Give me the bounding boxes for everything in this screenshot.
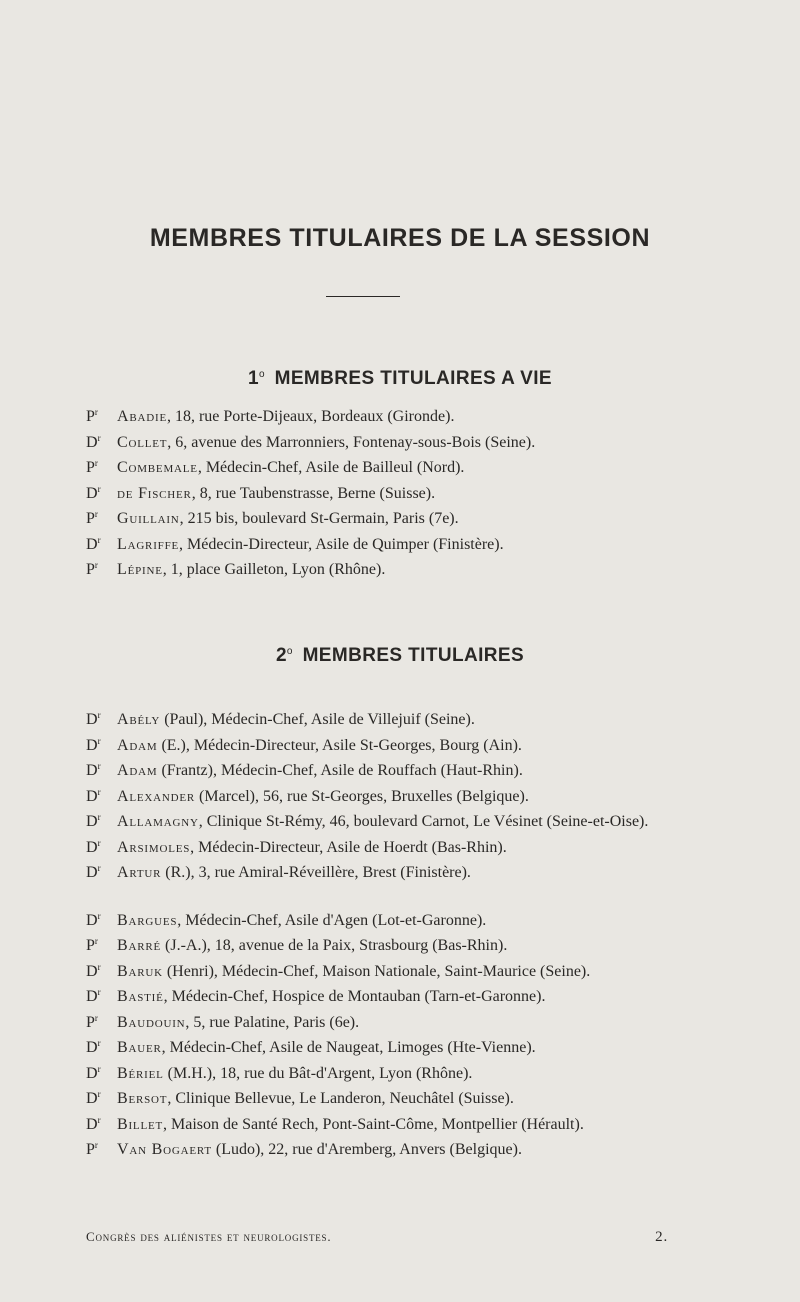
- member-title: $D^r$: [86, 1038, 101, 1056]
- member-name: Bargues: [117, 911, 178, 929]
- member-name: Bersot: [117, 1090, 168, 1107]
- section-2-heading: MEMBRES TITULAIRES: [302, 645, 525, 666]
- member-details: (E.), Médecin-Directeur, Asile St-Georges, Bourg (Ain).: [157, 736, 522, 754]
- member-name: de Fischer: [117, 484, 192, 502]
- member-title: $P^r$: [86, 458, 98, 476]
- member-title: $D^r$: [86, 786, 101, 805]
- member-details: , Clinique Bellevue, Le Landeron, Neuchâtel (Suisse).: [167, 1090, 514, 1107]
- member-entry: [86, 731, 686, 757]
- member-entry: [86, 530, 686, 556]
- page-footer: [86, 1229, 668, 1245]
- member-title: $P^r$: [86, 407, 98, 425]
- member-entry: [86, 1135, 686, 1161]
- member-details: , Médecin-Chef, Asile de Bailleul (Nord).: [197, 459, 465, 476]
- member-name: Adam: [117, 762, 158, 779]
- member-name: Artur: [117, 864, 162, 881]
- member-entry: [86, 555, 686, 581]
- member-details: (Henri), Médecin-Chef, Maison Nationale, Saint-Maurice (Seine).: [162, 962, 591, 980]
- member-title: $D^r$: [86, 710, 101, 728]
- member-name: Bauer: [117, 1039, 162, 1056]
- member-entry: [86, 453, 686, 479]
- member-details: , 8, rue Taubenstrasse, Berne (Suisse).: [191, 484, 436, 502]
- section-2-degree: o: [286, 646, 293, 657]
- member-title: $D^r$: [86, 761, 101, 779]
- member-entry: [86, 705, 686, 731]
- member-title: $P^r$: [86, 1012, 98, 1031]
- member-entry: [86, 858, 686, 884]
- member-title: $P^r$: [86, 936, 98, 954]
- member-details: (Frantz), Médecin-Chef, Asile de Rouffach (Haut-Rhin).: [157, 762, 523, 779]
- footer-text: Congrès des aliénistes et neurologistes.: [86, 1229, 332, 1244]
- member-entry: [86, 756, 686, 782]
- member-details: (R.), 3, rue Amiral-Réveillère, Brest (Finistère).: [161, 864, 471, 881]
- member-details: , Médecin-Chef, Asile d'Agen (Lot-et-Garonne).: [177, 911, 487, 929]
- section-1-member-list: [86, 402, 686, 581]
- member-title: $D^r$: [86, 735, 101, 754]
- member-name: Baruk: [117, 962, 163, 980]
- member-entry: [86, 402, 686, 428]
- section-2-number: 2: [275, 645, 287, 666]
- member-title: $P^r$: [86, 1140, 98, 1158]
- section-1-number: 1: [248, 368, 259, 389]
- section-1-degree: o: [258, 369, 265, 380]
- member-entry: [86, 479, 686, 505]
- member-title: $D^r$: [86, 987, 101, 1005]
- member-title: $P^r$: [86, 560, 98, 578]
- member-details: , Médecin-Chef, Hospice de Montauban (Tarn-et-Garonne).: [163, 988, 546, 1005]
- member-entry: [86, 906, 686, 932]
- member-details: , 1, place Gailleton, Lyon (Rhône).: [162, 561, 386, 578]
- member-entry: [86, 782, 686, 808]
- member-title: $D^r$: [86, 483, 101, 502]
- member-title: $D^r$: [86, 863, 101, 881]
- member-details: , Médecin-Chef, Asile de Naugeat, Limoges (Hte-Vienne).: [161, 1039, 536, 1056]
- member-name: Lagriffe: [117, 535, 180, 553]
- member-name: Guillain: [117, 510, 180, 527]
- section-2-title: [0, 645, 800, 667]
- member-details: , 6, avenue des Marronniers, Fontenay-sous-Bois (Seine).: [167, 433, 536, 451]
- member-title: $D^r$: [86, 1089, 101, 1107]
- member-details: , Médecin-Directeur, Asile de Quimper (Finistère).: [179, 535, 504, 553]
- member-title: $D^r$: [86, 534, 101, 553]
- member-entry: [86, 1110, 686, 1136]
- member-name: Adam: [117, 736, 158, 754]
- member-name: Bériel: [117, 1064, 164, 1082]
- member-entry: [86, 957, 686, 983]
- member-entry: [86, 982, 686, 1008]
- member-title: $D^r$: [86, 961, 101, 980]
- member-name: Arsimoles: [117, 838, 191, 856]
- member-entry: [86, 1059, 686, 1085]
- member-details: , Clinique St-Rémy, 46, boulevard Carnot, Le Vésinet (Seine-et-Oise).: [198, 813, 649, 830]
- member-title: $D^r$: [86, 837, 101, 856]
- member-name: Abadie: [117, 408, 167, 425]
- member-details: (J.-A.), 18, avenue de la Paix, Strasbourg (Bas-Rhin).: [161, 937, 508, 954]
- member-title: $D^r$: [86, 910, 101, 929]
- member-entry: [86, 504, 686, 530]
- page-title: MEMBRES TITULAIRES DE LA SESSION: [149, 224, 651, 252]
- member-details: , Médecin-Directeur, Asile de Hoerdt (Bas-Rhin).: [190, 838, 507, 856]
- member-entry: [86, 428, 686, 454]
- member-name: Lépine: [117, 561, 163, 578]
- member-details: , 18, rue Porte-Dijeaux, Bordeaux (Gironde).: [166, 408, 455, 425]
- member-title: $D^r$: [86, 1063, 101, 1082]
- member-name: Barré: [117, 937, 162, 954]
- member-details: , 215 bis, boulevard St-Germain, Paris (7e).: [179, 510, 459, 527]
- member-name: Alexander: [117, 787, 196, 805]
- title-rule: [326, 296, 400, 297]
- member-entry: [86, 931, 686, 957]
- member-title: $P^r$: [86, 509, 98, 527]
- member-details: , Maison de Santé Rech, Pont-Saint-Côme, Montpellier (Hérault).: [163, 1115, 584, 1133]
- member-name: Bastié: [117, 988, 164, 1005]
- member-name: Allamagny: [117, 813, 199, 830]
- page-number: 2.: [655, 1229, 668, 1245]
- member-name: Abély: [117, 711, 161, 728]
- member-details: (Ludo), 22, rue d'Aremberg, Anvers (Belgique).: [211, 1141, 522, 1158]
- section-1-title: [0, 368, 800, 390]
- member-name: Combemale: [117, 459, 198, 476]
- member-name: Billet: [117, 1115, 164, 1133]
- member-title: $D^r$: [86, 432, 101, 451]
- member-title: $D^r$: [86, 812, 101, 830]
- member-details: (Marcel), 56, rue St-Georges, Bruxelles (Belgique).: [195, 787, 529, 805]
- member-entry: [86, 1008, 686, 1034]
- member-name: Van Bogaert: [117, 1141, 212, 1158]
- member-title: $D^r$: [86, 1114, 101, 1133]
- section-2-member-list: [86, 705, 686, 1161]
- member-entry: [86, 807, 686, 833]
- member-entry: [86, 1033, 686, 1059]
- member-name: Baudouin: [117, 1013, 186, 1031]
- member-entry: [86, 1084, 686, 1110]
- member-details: (M.H.), 18, rue du Bât-d'Argent, Lyon (Rhône).: [163, 1064, 473, 1082]
- member-name: Collet: [117, 433, 168, 451]
- member-details: , 5, rue Palatine, Paris (6e).: [185, 1013, 360, 1031]
- section-1-heading: MEMBRES TITULAIRES A VIE: [274, 368, 552, 389]
- member-entry: [86, 833, 686, 859]
- member-details: (Paul), Médecin-Chef, Asile de Villejuif (Seine).: [160, 711, 475, 728]
